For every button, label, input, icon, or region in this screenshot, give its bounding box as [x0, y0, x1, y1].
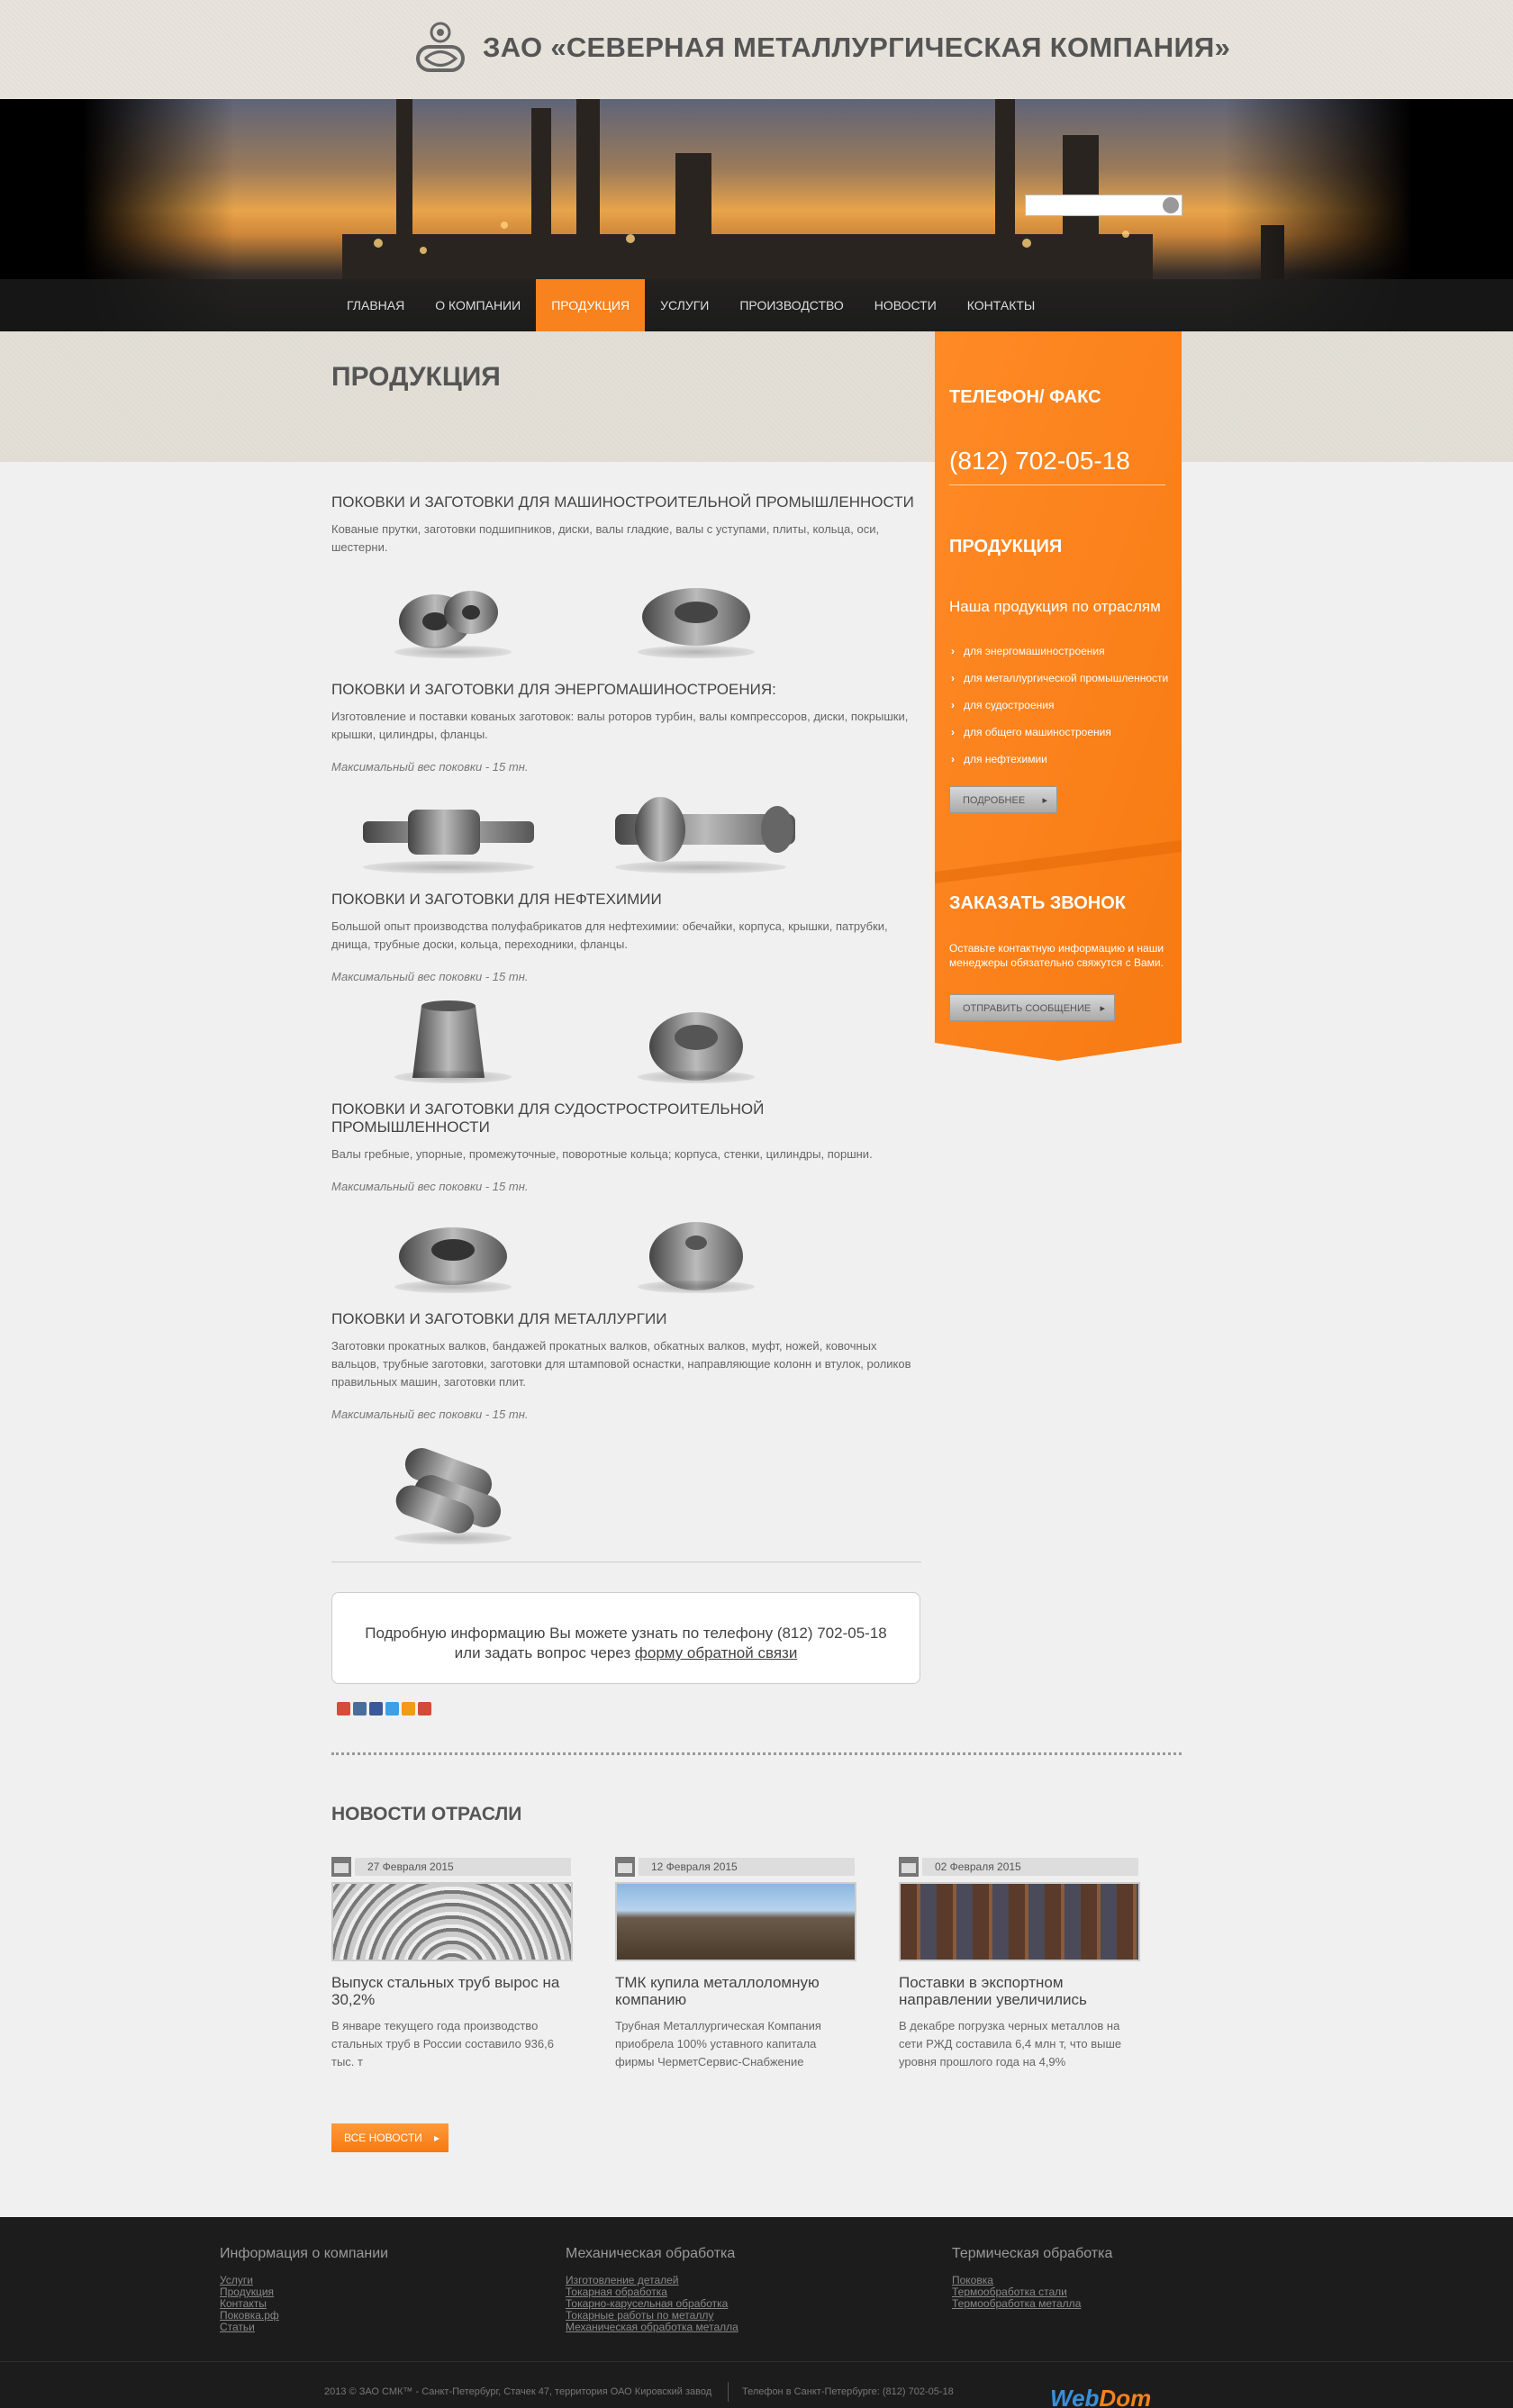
info-line: или задать вопрос через: [454, 1644, 635, 1661]
nav-about[interactable]: О КОМПАНИИ: [435, 298, 521, 312]
products-list: [951, 638, 1168, 773]
main-nav: [0, 279, 1513, 331]
product-image: [629, 1207, 764, 1297]
phone-number[interactable]: (812) 702-05-18: [949, 447, 1130, 475]
developer-logo[interactable]: [1050, 2385, 1151, 2408]
header: [0, 0, 1513, 99]
section-note: Максимальный вес поковки - 15 тн.: [331, 970, 529, 983]
share-vk-icon[interactable]: [353, 1702, 367, 1715]
section-text: Валы гребные, упорные, промежуточные, поворотные кольца; корпуса, стенки, цилиндры, поршни.: [331, 1147, 873, 1161]
calendar-icon: [899, 1857, 919, 1877]
share-odnoklassniki-icon[interactable]: [402, 1702, 415, 1715]
section-text: Кованые прутки, заготовки подшипников, диски, валы гладкие, валы с уступами, плиты, кольца, оси, шестерни.: [331, 522, 880, 554]
news-image[interactable]: [899, 1882, 1140, 1961]
calendar-icon: [331, 1857, 351, 1877]
product-image: [354, 787, 543, 877]
search-input[interactable]: [1025, 195, 1182, 216]
copyright: 2013 © ЗАО СМК™ - Санкт-Петербург, Стачек 47, территория ОАО Кировский завод: [324, 2386, 712, 2397]
footer-link[interactable]: Токарные работы по металлу: [566, 2309, 714, 2322]
share-twitter-icon[interactable]: [385, 1702, 399, 1715]
footer-column-title: Термическая обработка: [952, 2246, 1113, 2261]
nav-contacts[interactable]: КОНТАКТЫ: [966, 298, 1036, 312]
product-section: [331, 1100, 921, 1305]
all-news-button[interactable]: ВСЕ НОВОСТИ ▸: [331, 2123, 448, 2152]
footer-link[interactable]: Продукция: [220, 2286, 275, 2298]
contact-info-box: [331, 1592, 920, 1684]
footer-link[interactable]: Поковка.рф: [220, 2309, 279, 2322]
product-section: [331, 1310, 921, 1553]
page-title: ПРОДУКЦИЯ: [331, 362, 501, 392]
developer-logo-part: Web: [1050, 2385, 1100, 2408]
footer-link[interactable]: Изготовление деталей: [566, 2274, 679, 2286]
product-image: [629, 997, 764, 1087]
footer-link[interactable]: Токарно-карусельная обработка: [566, 2297, 729, 2310]
news-headline[interactable]: Выпуск стальных труб вырос на 30,2%: [331, 1974, 560, 2008]
sidebar-product-link[interactable]: › для энергомашиностроения: [951, 638, 1168, 665]
product-image: [606, 787, 795, 877]
news-card[interactable]: [899, 1857, 1142, 2071]
section-text: Изготовление и поставки кованых заготовок: валы роторов турбин, валы компрессоров, диски, покрышки, крышки, цилиндры, фланцы.: [331, 710, 909, 741]
developer-logo-part: Dom: [1099, 2385, 1152, 2408]
products-subtitle: Наша продукция по отраслям: [949, 598, 1161, 615]
product-image: [385, 1207, 521, 1297]
share-buttons: [337, 1702, 431, 1715]
footer-link[interactable]: Термообработка стали: [952, 2286, 1067, 2298]
section-note: Максимальный вес поковки - 15 тн.: [331, 760, 529, 774]
sidebar-product-link[interactable]: › для нефтехимии: [951, 746, 1168, 773]
logo[interactable]: [414, 20, 1230, 76]
footer-column-title: Механическая обработка: [566, 2246, 736, 2261]
nav-home[interactable]: ГЛАВНАЯ: [347, 298, 405, 312]
site-title: ЗАО «СЕВЕРНАЯ МЕТАЛЛУРГИЧЕСКАЯ КОМПАНИЯ»: [483, 32, 1231, 63]
nav-products[interactable]: ПРОДУКЦИЯ: [536, 279, 645, 331]
section-text: Заготовки прокатных валков, бандажей прокатных валков, обкатных валков, муфт, ножей, ковочных вальцов, трубные заготовки, заготовки для штамповой оснастки, направляющие колонн и втулок, роликов правильных машин, заготовки плит.: [331, 1339, 911, 1389]
section-title: ПОКОВКИ И ЗАГОТОВКИ ДЛЯ МЕТАЛЛУРГИИ: [331, 1310, 667, 1327]
share-facebook-icon[interactable]: [369, 1702, 383, 1715]
info-line: Подробную информацию Вы можете узнать по телефону (812) 702-05-18: [365, 1625, 887, 1642]
footer-phone: Телефон в Санкт-Петербурге: (812) 702-05-18: [742, 2386, 954, 2397]
order-call-text: Оставьте контактную информацию и наши менеджеры обязательно свяжутся с Вами.: [949, 942, 1164, 969]
title-band: [0, 331, 1513, 462]
share-email-icon[interactable]: [337, 1702, 350, 1715]
news-text: В декабре погрузка черных металлов на сети РЖД составила 6,4 млн т, что выше уровня прошлого года на 4,9%: [899, 2019, 1122, 2069]
news-card[interactable]: [615, 1857, 858, 2071]
news-headline[interactable]: Поставки в экспортном направлении увеличились: [899, 1974, 1087, 2008]
section-text: Большой опыт производства полуфабрикатов для нефтехимии: обечайки, корпуса, крышки, патрубки, днища, трубные доски, кольца, переходники, фланцы.: [331, 919, 888, 951]
footer-column: [952, 2246, 1112, 2310]
section-note: Максимальный вес поковки - 15 тн.: [331, 1408, 529, 1421]
phone-title: ТЕЛЕФОН/ ФАКС: [949, 387, 1101, 407]
footer-link[interactable]: Токарная обработка: [566, 2286, 667, 2298]
footer-link[interactable]: Статьи: [220, 2321, 255, 2333]
products-title: ПРОДУКЦИЯ: [949, 537, 1063, 557]
section-note: Максимальный вес поковки - 15 тн.: [331, 1180, 529, 1193]
calendar-icon: [615, 1857, 635, 1877]
search-icon[interactable]: [1163, 197, 1179, 213]
product-image: [385, 1431, 521, 1548]
news-image[interactable]: [331, 1882, 573, 1961]
product-section: [331, 891, 921, 1095]
footer-link[interactable]: Поковка: [952, 2274, 993, 2286]
section-title: ПОКОВКИ И ЗАГОТОВКИ ДЛЯ ЭНЕРГОМАШИНОСТРОЕНИЯ:: [331, 681, 776, 698]
sidebar-product-link[interactable]: › для судостроения: [951, 692, 1168, 719]
news-section-title: НОВОСТИ ОТРАСЛИ: [331, 1804, 522, 1824]
news-card[interactable]: [331, 1857, 575, 2071]
footer-link[interactable]: Механическая обработка металла: [566, 2321, 738, 2333]
footer-column-title: Информация о компании: [220, 2246, 389, 2261]
section-title: ПОКОВКИ И ЗАГОТОВКИ ДЛЯ МАШИНОСТРОИТЕЛЬНОЙ ПРОМЫШЛЕННОСТИ: [331, 493, 914, 511]
section-title: ПОКОВКИ И ЗАГОТОВКИ ДЛЯ СУДОСТРОСТРОИТЕЛЬНОЙ ПРОМЫШЛЕННОСТИ: [331, 1100, 765, 1136]
news-headline[interactable]: ТМК купила металлоломную компанию: [615, 1974, 820, 2008]
news-text: В январе текущего года производство стальных труб в России составило 936,6 тыс. т: [331, 2019, 554, 2069]
product-image: [629, 572, 764, 662]
footer-link[interactable]: Термообработка металла: [952, 2297, 1082, 2310]
footer-column: [220, 2246, 388, 2333]
send-message-button[interactable]: ОТПРАВИТЬ СООБЩЕНИЕ ▸: [949, 994, 1115, 1021]
news-date: 02 Февраля 2015: [922, 1858, 1138, 1876]
footer-column: [566, 2246, 738, 2333]
section-title: ПОКОВКИ И ЗАГОТОВКИ ДЛЯ НЕФТЕХИМИИ: [331, 891, 662, 908]
product-section: [331, 681, 921, 885]
footer-link[interactable]: Контакты: [220, 2297, 267, 2310]
footer: [0, 2217, 1513, 2408]
news-text: Трубная Металлургическая Компания приобрела 100% уставного капитала фирмы ЧерметСервис-Снабжение: [615, 2019, 821, 2069]
more-button[interactable]: ПОДРОБНЕЕ ▸: [949, 786, 1057, 813]
sidebar: [935, 331, 1182, 1061]
news-date: 27 Февраля 2015: [355, 1858, 571, 1876]
share-google-plus-icon[interactable]: [418, 1702, 431, 1715]
sidebar-product-link[interactable]: › для общего машиностроения: [951, 719, 1168, 746]
nav-news[interactable]: НОВОСТИ: [874, 298, 937, 312]
product-image: [385, 997, 521, 1087]
nav-services[interactable]: УСЛУГИ: [660, 298, 710, 312]
product-section: [331, 493, 921, 672]
company-logo-icon: [414, 20, 467, 76]
sidebar-product-link[interactable]: › для металлургической промышленности: [951, 665, 1168, 692]
news-date: 12 Февраля 2015: [639, 1858, 855, 1876]
news-image[interactable]: [615, 1882, 856, 1961]
hero-banner: [0, 99, 1513, 331]
feedback-form-link[interactable]: форму обратной связи: [634, 1644, 798, 1661]
order-call-title: ЗАКАЗАТЬ ЗВОНОК: [949, 893, 1126, 913]
divider: [331, 1752, 1182, 1755]
nav-production[interactable]: ПРОИЗВОДСТВО: [739, 298, 844, 312]
product-list: [331, 493, 921, 1562]
product-image: [385, 572, 521, 662]
footer-link[interactable]: Услуги: [220, 2274, 253, 2286]
